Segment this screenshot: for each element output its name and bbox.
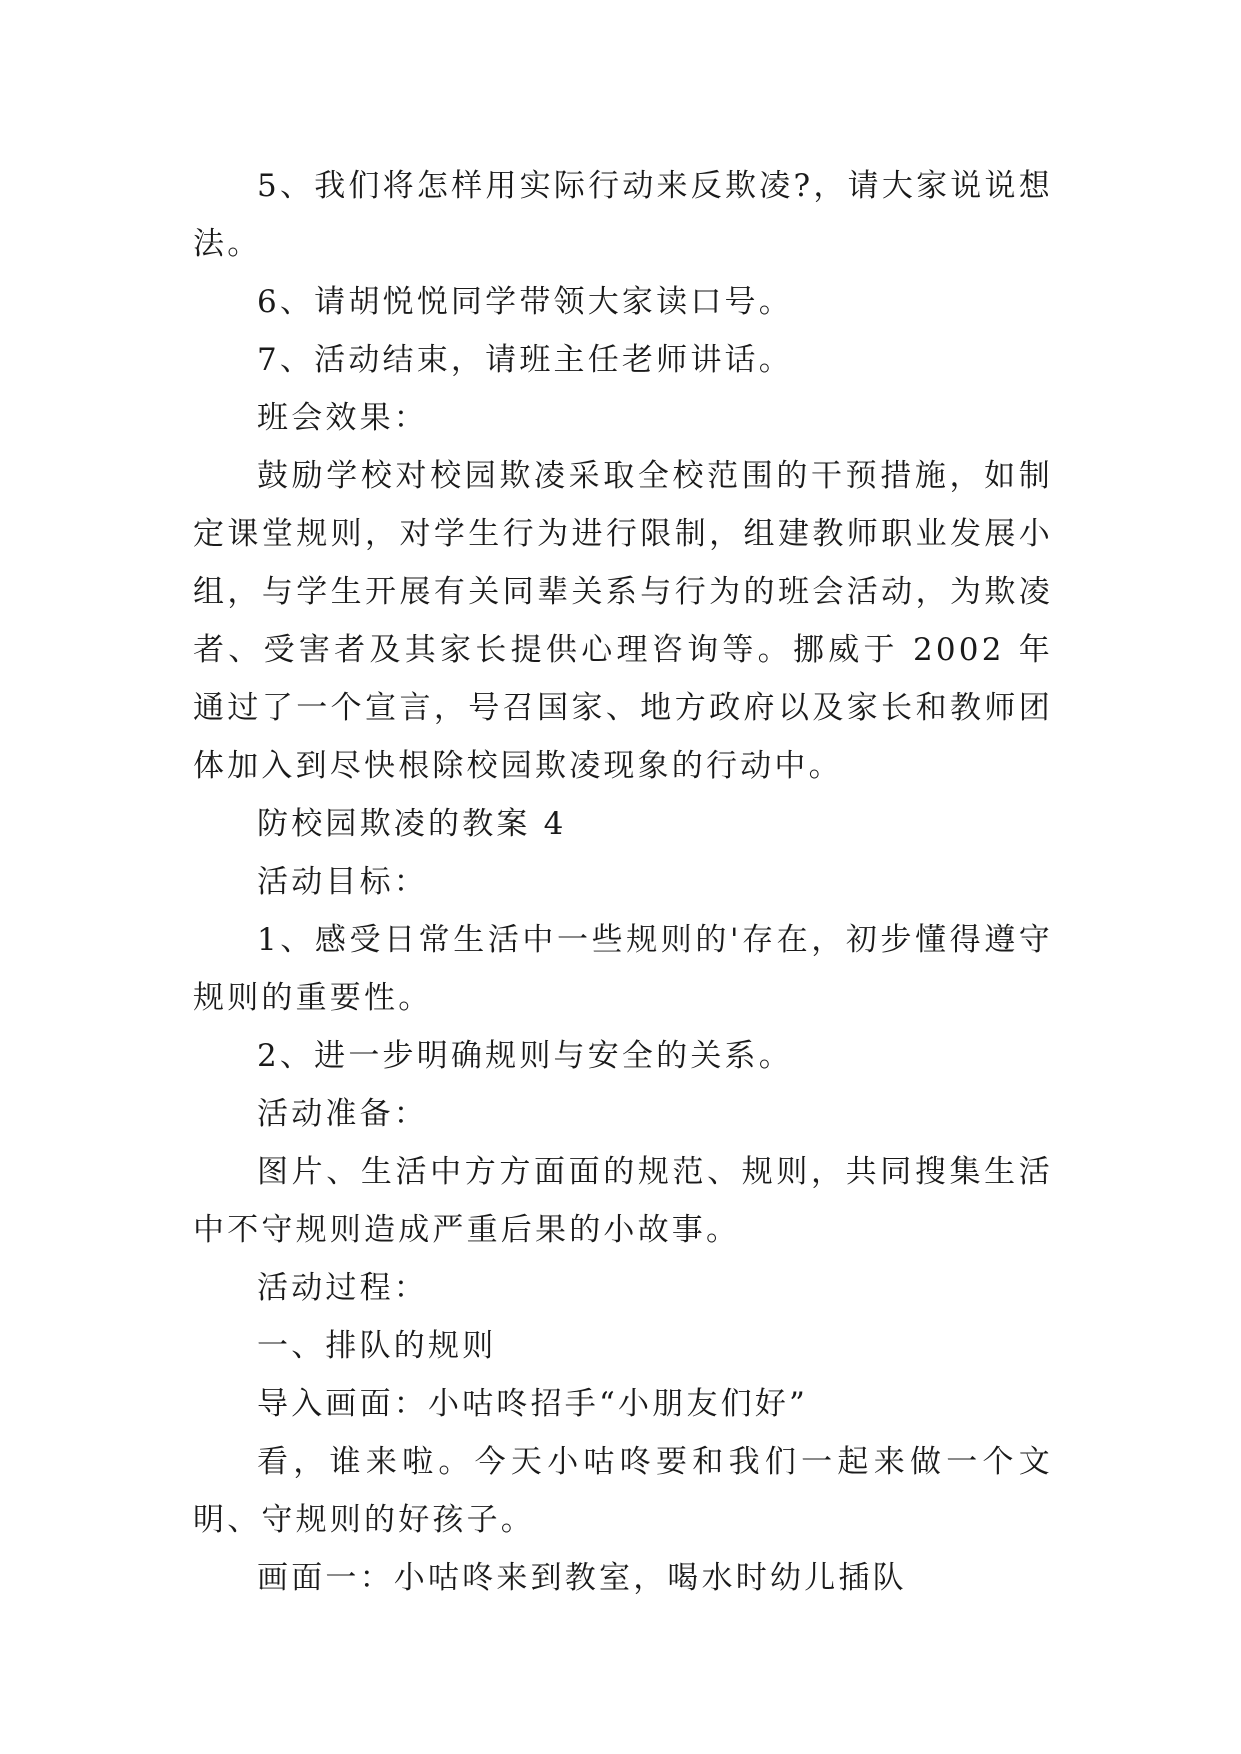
heading-activity-preparation: 活动准备： [257,1096,428,1132]
paragraph-effect-body: 鼓励学校对校园欺凌采取全校范围的干预措施，如制定课堂规则，对学生行为进行限制，组建教师职业发展小组，与学生开展有关同辈关系与行为的班会活动，为欺凌者、受害者及其家长提供心理咨询等。挪威于 2002 年通过了一个宣言，号召国家、地方政府以及家长和教师团体加入到尽快根除校园欺凌现象的行动中。 [193,458,1053,784]
heading-activity-process: 活动过程： [257,1270,428,1306]
paragraph-look-who-came: 看，谁来啦。今天小咕咚要和我们一起来做一个文明、守规则的好孩子。 [193,1444,1053,1538]
heading-class-meeting-effect: 班会效果： [257,400,428,436]
paragraph-scene-one: 画面一：小咕咚来到教室，喝水时幼儿插队 [257,1560,907,1596]
heading-queue-rules: 一、排队的规则 [257,1328,497,1364]
paragraph-preparation-body: 图片、生活中方方面面的规范、规则，共同搜集生活中不守规则造成严重后果的小故事。 [193,1154,1053,1248]
paragraph-step-7: 7、活动结束，请班主任老师讲话。 [257,342,793,378]
paragraph-step-5: 5、我们将怎样用实际行动来反欺凌?，请大家说说想法。 [193,168,1053,262]
document-body [193,157,1053,1607]
paragraph-intro-scene: 导入画面：小咕咚招手“小朋友们好” [257,1386,809,1422]
heading-lesson-plan-4: 防校园欺凌的教案 4 [257,806,567,842]
paragraph-goal-1: 1、感受日常生活中一些规则的'存在，初步懂得遵守规则的重要性。 [193,922,1053,1016]
paragraph-goal-2: 2、进一步明确规则与安全的关系。 [257,1038,793,1074]
heading-activity-goals: 活动目标： [257,864,428,900]
paragraph-step-6: 6、请胡悦悦同学带领大家读口号。 [257,284,793,320]
